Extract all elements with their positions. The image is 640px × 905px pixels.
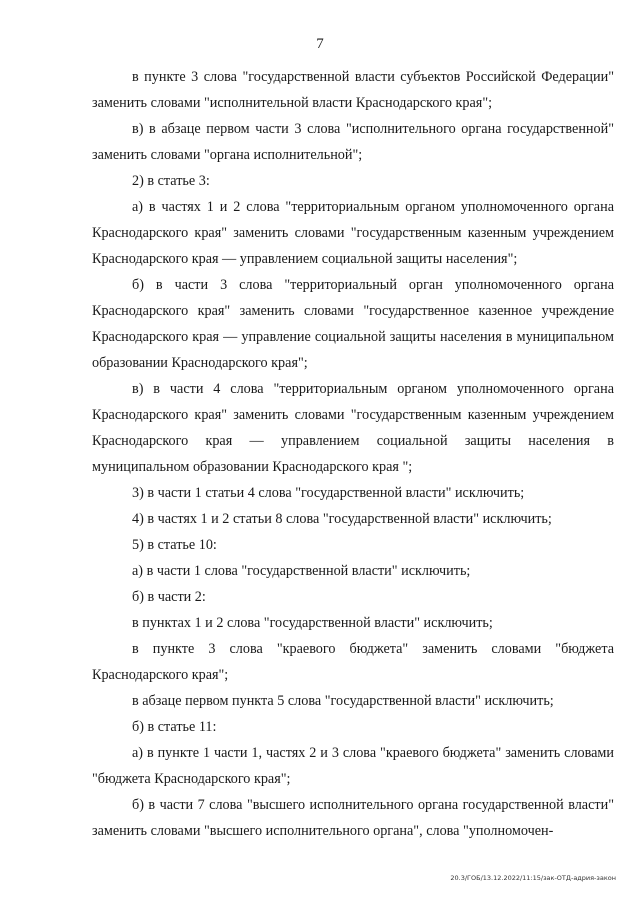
paragraph: в пунктах 1 и 2 слова "государственной власти" исключить; — [132, 615, 493, 631]
paragraph: б) в части 3 слова "территориальный орган уполномоченного органа Краснодарского края" заменить словами "государственное казенное учреждение Краснодарского края — управление социальной защиты населения в муниципальном образовании Краснодарского края"; — [92, 277, 614, 371]
document-body — [92, 64, 614, 844]
page-number: 7 — [316, 36, 324, 52]
paragraph: 4) в частях 1 и 2 статьи 8 слова "государственной власти" исключить; — [132, 511, 552, 527]
paragraph: 3) в части 1 статьи 4 слова "государственной власти" исключить; — [132, 485, 525, 501]
paragraph: а) в частях 1 и 2 слова "территориальным органом уполномоченного органа Краснодарского края" заменить словами "государственным казенным учреждением Краснодарского края — управлением социальной защиты населения"; — [92, 199, 614, 267]
paragraph: в пункте 3 слова "краевого бюджета" заменить словами "бюджета Краснодарского края"; — [92, 641, 614, 683]
paragraph: а) в части 1 слова "государственной власти" исключить; — [132, 563, 471, 579]
paragraph: а) в пункте 1 части 1, частях 2 и 3 слова "краевого бюджета" заменить словами "бюджета Краснодарского края"; — [92, 745, 614, 787]
footer-document-code: 20.3/ГОБ/13.12.2022/11:15/зак-ОТД-адрия-закон — [450, 874, 616, 882]
paragraph: б) в части 7 слова "высшего исполнительного органа государственной власти" заменить словами "высшего исполнительного органа", слова "уполномочен- — [92, 797, 614, 839]
paragraph: в абзаце первом пункта 5 слова "государственной власти" исключить; — [132, 693, 554, 709]
paragraph: 5) в статье 10: — [132, 537, 217, 553]
paragraph: в) в части 4 слова "территориальным органом уполномоченного органа Краснодарского края" заменить словами "государственным казенным учреждением Краснодарского края — управлением социальной защиты населения в муниципальном образовании Краснодарского края "; — [92, 381, 614, 475]
paragraph: б) в части 2: — [132, 589, 206, 605]
paragraph: б) в статье 11: — [132, 719, 217, 735]
paragraph: 2) в статье 3: — [132, 173, 210, 189]
paragraph: в пункте 3 слова "государственной власти субъектов Российской Федерации" заменить словами "исполнительной власти Краснодарского края"; — [92, 69, 614, 111]
paragraph: в) в абзаце первом части 3 слова "исполнительного органа государственной" заменить словами "органа исполнительной"; — [92, 121, 614, 163]
